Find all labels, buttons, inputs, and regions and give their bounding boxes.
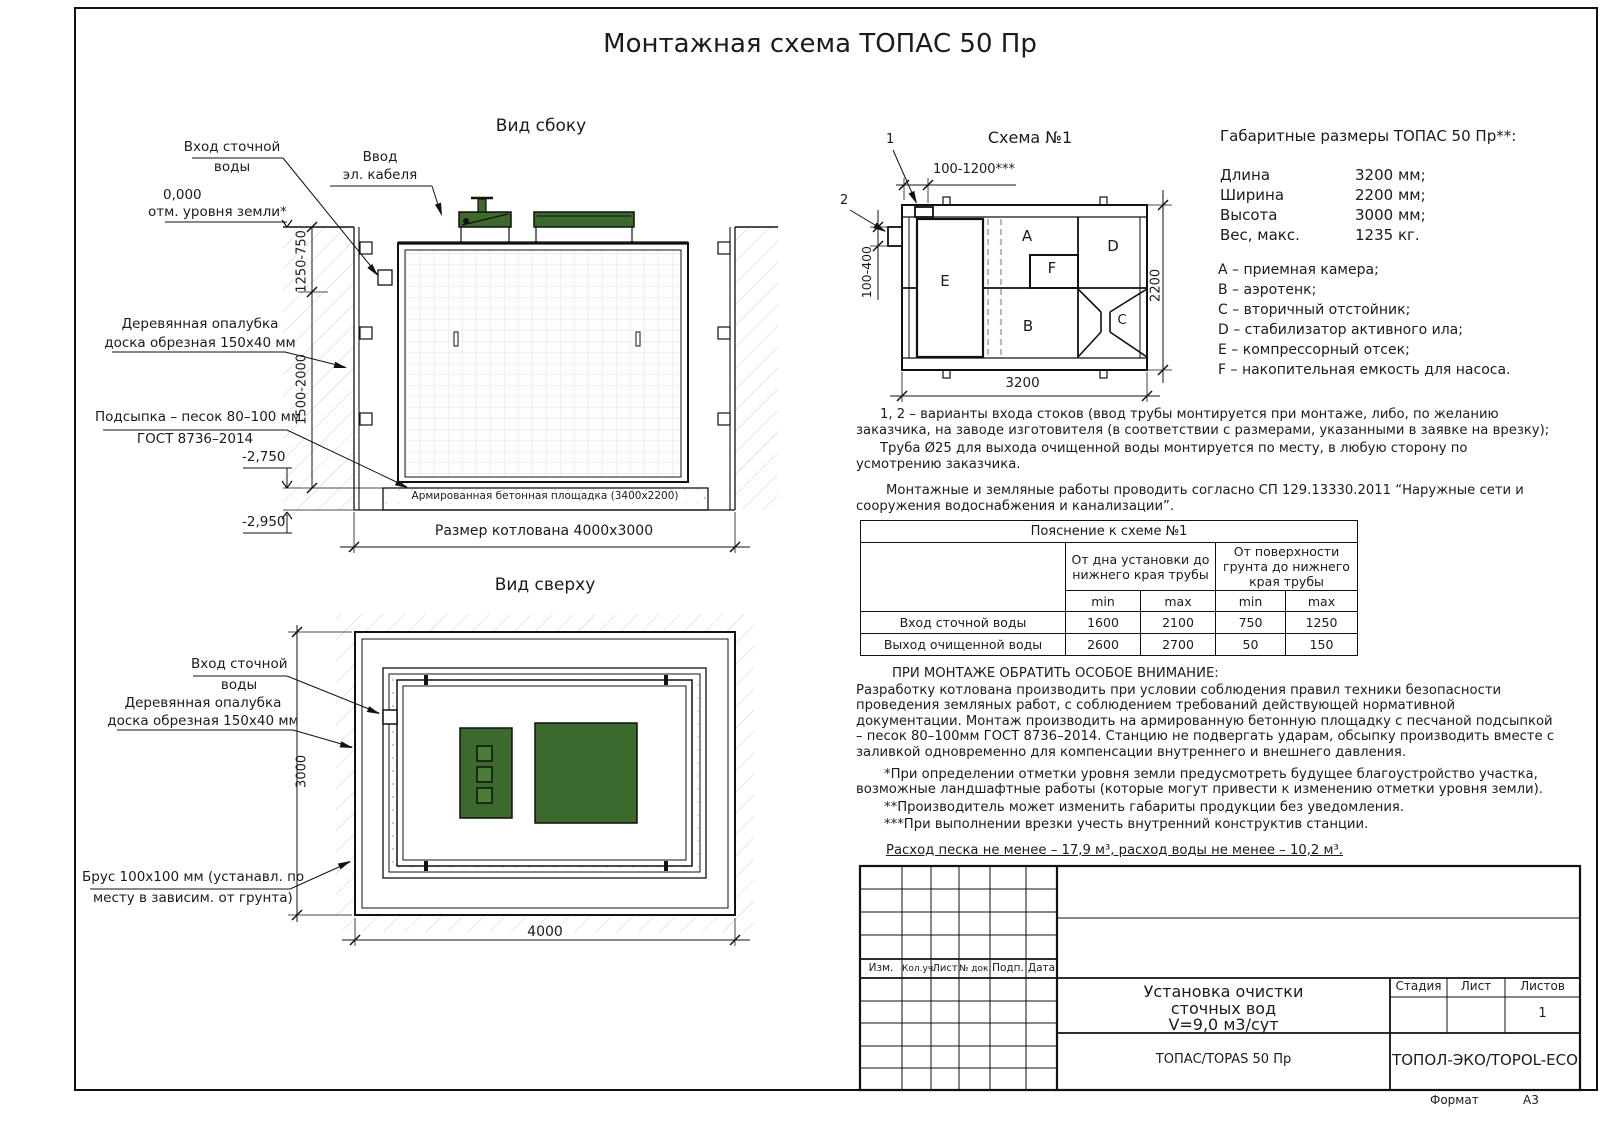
dim-1500-2000: 1500-2000 — [294, 353, 310, 425]
attention-note2: **Производитель может изменить габариты продукции без уведомления. — [884, 799, 1405, 815]
rev-header-data: Дата — [1027, 962, 1056, 974]
zero-level-value: 0,000 — [163, 187, 202, 203]
attention-block — [856, 666, 1558, 861]
beam-label-line2: месту в зависим. от грунта) — [93, 890, 293, 906]
consumption-note: Расход песка не менее – 17,9 м³, расход воды не менее – 10,2 м³. — [886, 842, 1343, 858]
specs-heading: Габаритные размеры ТОПАС 50 Пр**: — [1220, 127, 1517, 145]
top-formwork-label-line2: доска обрезная 150х40 мм — [107, 713, 299, 729]
schema-marker-1: 1 — [886, 132, 895, 147]
spec-label: Вес, макс. — [1220, 226, 1300, 244]
row-value: 1600 — [1066, 612, 1141, 634]
dim-4000: 4000 — [527, 924, 563, 940]
chamber-b-label: B — [1022, 317, 1034, 335]
cable-entry-label-line1: Ввод — [362, 149, 398, 165]
row-name: Вход сточной воды — [861, 612, 1066, 634]
legend-item-e: E – компрессорный отсек; — [1218, 342, 1410, 358]
project-name-line1: Установка очистки — [1143, 982, 1304, 1001]
spec-value: 3200 мм; — [1355, 166, 1426, 184]
page-title: Монтажная схема ТОПАС 50 Пр — [603, 29, 1037, 59]
top-view-title: Вид сверху — [494, 575, 596, 595]
attention-note1: *При определении отметки уровня земли предусмотреть будущее благоустройство участка, возможные ландшафтные работы (которые могут привести к изменению отметки уровня земли). — [856, 766, 1543, 798]
chamber-a-label: A — [1021, 227, 1033, 245]
spec-value: 1235 кг. — [1355, 226, 1420, 244]
rev-header-podp: Подп. — [992, 962, 1024, 974]
row-value: 50 — [1216, 634, 1286, 656]
bedding-label-line2: ГОСТ 8736–2014 — [136, 431, 254, 447]
beam-label-line1: Брус 100х100 мм (устанавл. по — [82, 869, 305, 885]
legend-item-a: A – приемная камера; — [1218, 262, 1379, 278]
pit-size-dim: Размер котлована 4000х3000 — [434, 523, 654, 539]
project-name-line3: V=9,0 м3/сут — [1168, 1015, 1279, 1034]
top-inlet-label-line2: воды — [220, 677, 258, 693]
attention-note3: ***При выполнении врезки учесть внутренний конструктив станции. — [884, 817, 1369, 833]
table-group2-header: От поверхности грунта до нижнего края трубы — [1216, 543, 1358, 591]
rev-header-ndok: № док. — [959, 964, 992, 974]
attention-heading: ПРИ МОНТАЖЕ ОБРАТИТЬ ОСОБОЕ ВНИМАНИЕ: — [892, 666, 1219, 681]
schema-dim-right: 2200 — [1148, 268, 1164, 302]
stage-header: Стадия — [1395, 979, 1442, 993]
row-value: 1250 — [1286, 612, 1358, 634]
legend-item-f: F – накопительная емкость для насоса. — [1218, 362, 1511, 378]
row-value: 2100 — [1141, 612, 1216, 634]
side-inlet-label-line2: воды — [213, 159, 251, 175]
legend-item-b: B – аэротенк; — [1218, 282, 1317, 298]
min-header: min — [1066, 591, 1141, 612]
schema-dim-top: 100-1200*** — [932, 162, 1016, 177]
side-inlet-label-line1: Вход сточной — [183, 139, 281, 155]
row-value: 2700 — [1141, 634, 1216, 656]
table-corner-cell — [861, 543, 1066, 612]
top-inlet-label-line1: Вход сточной — [191, 656, 288, 672]
level-minus-2750: -2,750 — [242, 449, 286, 465]
rev-header-izm: Изм. — [868, 962, 894, 974]
chamber-f-label: F — [1047, 259, 1057, 277]
spec-value: 2200 мм; — [1355, 186, 1426, 204]
chamber-d-label: D — [1107, 237, 1119, 255]
schema-dim-bottom: 3200 — [1005, 375, 1040, 391]
format-value: А3 — [1523, 1093, 1539, 1107]
rev-header-koluch: Кол.уч. — [902, 964, 937, 974]
row-value: 2600 — [1066, 634, 1141, 656]
formwork-label-line1: Деревянная опалубка — [121, 316, 279, 332]
cable-entry-label-line2: эл. кабеля — [342, 167, 418, 183]
row-value: 750 — [1216, 612, 1286, 634]
model-name: ТОПАС/TOPAS 50 Пр — [1155, 1052, 1292, 1067]
table-row — [861, 612, 1358, 634]
table-row — [861, 634, 1358, 656]
note-pipe: Труба Ø25 для выхода очищенной воды монтируется по месту, в любую сторону по усмотрению заказчика. — [856, 441, 1468, 472]
spec-label: Длина — [1220, 166, 1271, 184]
formwork-label-line2: доска обрезная 150х40 мм — [104, 335, 296, 351]
max-header: max — [1141, 591, 1216, 612]
schema-title: Схема №1 — [987, 128, 1073, 147]
legend-item-c: C – вторичный отстойник; — [1218, 302, 1411, 318]
rev-header-list: Лист — [932, 963, 958, 974]
schema-linework — [850, 150, 1172, 402]
format-label: Формат — [1430, 1093, 1479, 1107]
spec-label: Высота — [1220, 206, 1278, 224]
top-formwork-label-line1: Деревянная опалубка — [124, 695, 282, 711]
min-header: min — [1216, 591, 1286, 612]
spec-value: 3000 мм; — [1355, 206, 1426, 224]
legend-item-d: D – стабилизатор активного ила; — [1218, 322, 1463, 338]
table-caption: Пояснение к схеме №1 — [861, 521, 1358, 543]
schema-dim-left: 100-400 — [858, 246, 874, 299]
row-name: Выход очищенной воды — [861, 634, 1066, 656]
dim-3000: 3000 — [294, 754, 310, 788]
dim-1250-750: 1250-750 — [294, 230, 310, 293]
max-header: max — [1286, 591, 1358, 612]
ground-level-label: отм. уровня земли* — [148, 204, 287, 220]
notes-block — [856, 407, 1556, 517]
chamber-c-label: C — [1117, 313, 1127, 328]
level-minus-2950: -2,950 — [242, 514, 286, 530]
attention-body: Разработку котлована производить при условии соблюдения правил техники безопасности проведения земляных работ, с соблюдением требований действующей нормативной документации. Монтаж производить на армированную бетонную площадку с песчаной подсыпкой – песок 80–100мм ГОСТ 8736–2014. Станцию не подвергать ударам, обсыпку производить вместе с заливкой одновременно для компенсации внутреннего и внешнего давления. — [856, 682, 1555, 760]
spec-label: Ширина — [1220, 186, 1285, 204]
table-group1-header: От дна установки до нижнего края трубы — [1066, 543, 1216, 591]
project-name-line2: сточных вод — [1170, 999, 1277, 1018]
sheets-header: Листов — [1520, 979, 1565, 993]
bedding-label-line1: Подсыпка – песок 80–100 мм — [95, 409, 302, 425]
company-name: ТОПОЛ-ЭКО/TOPOL-ECO — [1392, 1051, 1578, 1069]
note-variants: 1, 2 – варианты входа стоков (ввод трубы монтируется при монтаже, либо, по желанию заказчика, на заводе изготовителя (в соответствии с размерами, указанными в заявке на врезку); — [856, 407, 1550, 438]
slab-label: Армированная бетонная площадка (3400х2200) — [390, 491, 700, 503]
chamber-e-label: E — [940, 272, 950, 290]
note-works: Монтажные и земляные работы проводить согласно СП 129.13330.2011 “Наружные сети и сооружения водоснабжения и канализации”. — [856, 483, 1524, 514]
explanation-table — [860, 520, 1358, 656]
row-value: 150 — [1286, 634, 1358, 656]
side-view-title: Вид сбоку — [495, 116, 587, 136]
sheet-header: Лист — [1460, 979, 1492, 993]
schema-marker-2: 2 — [840, 193, 849, 208]
sheets-count: 1 — [1538, 1006, 1547, 1021]
